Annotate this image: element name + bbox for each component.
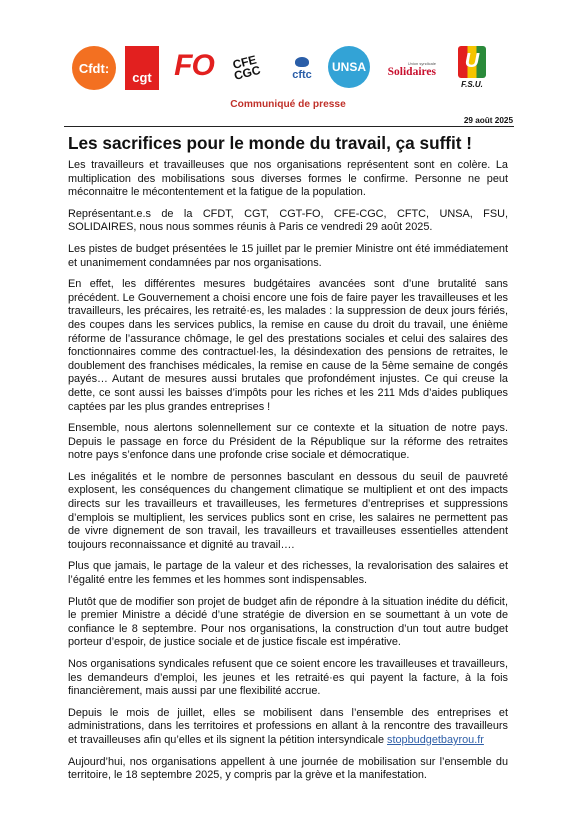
body-paragraph: Plutôt que de modifier son projet de budget afin de répondre à la situation inédite du déficit, le premier Ministre a décidé d’une stratégie de diversion en se soumettant à un vote de confiance le 8 septembre. Pour nos organisations, la construction d’un tout autre budget porteur d’espoir, de justice sociale et de justice fiscale est impérative. <box>68 595 508 649</box>
solidaires-logo-subtext: Union syndicale <box>407 60 436 66</box>
fo-logo-text: FO <box>174 49 214 82</box>
solidaires-logo <box>378 52 436 86</box>
cftc-logo-text: cftc <box>292 69 312 81</box>
cftc-bird-icon <box>295 57 309 67</box>
petition-paragraph <box>68 707 508 748</box>
union-logos-bar <box>72 40 504 92</box>
body-paragraph: Plus que jamais, le partage de la valeur et des richesses, la revalorisation des salaires et l’égalité entre les femmes et les hommes sont indispensables. <box>68 560 508 587</box>
fo-logo <box>172 46 216 86</box>
body-paragraph: Représentant.e.s de la CFDT, CGT, CGT-FO, CFE-CGC, CFTC, UNSA, FSU, SOLIDAIRES, nous nous sommes réunis à Paris ce vendredi 29 août 2025. <box>68 207 508 234</box>
fsu-logo-text: F.S.U. <box>461 79 483 89</box>
solidaires-logo-text: Solidaires <box>387 65 436 78</box>
petition-text: Depuis le mois de juillet, elles se mobilisent dans l’ensemble des entreprises et administrations, dans les territoires et professions en allant à la rencontre des travailleurs et travailleuses afin qu’elles et ils signent la pétition intersyndicale <box>68 706 508 746</box>
press-release-label: Communiqué de presse <box>230 99 346 110</box>
fsu-logo <box>452 42 492 92</box>
cfe-cgc-logo <box>219 40 273 95</box>
release-date: 29 août 2025 <box>463 116 513 125</box>
body-paragraph: Les pistes de budget présentées le 15 juillet par le premier Ministre ont été immédiatement et unanimement condamnées par nos organisations. <box>68 242 508 269</box>
body-paragraph: Ensemble, nous alertons solennellement sur ce contexte et la situation de notre pays. Depuis le passage en force du Président de la République sur la réforme des retraites notre pays s’enfonce dans une profonde crise sociale et démocratique. <box>68 422 508 462</box>
body-paragraph: Les inégalités et le nombre de personnes basculant en dessous du seuil de pauvreté explosent, les conséquences du changement climatique se multiplient et ont des impacts directs sur les travailleurs et travailleuses, les fermetures d’entreprises et suppressions d’emplois se multiplient, les services publics sont en crise, les salaires ne permettent pas de vivre dignement de son travail, les travailleurs et travailleuses essentielles attendent toujours reconnaissance et dignité au travail…. <box>68 470 508 551</box>
cfe-cgc-logo-text: CFE CGC <box>231 52 262 83</box>
cgt-logo-text: cgt <box>132 70 152 85</box>
body-paragraph: En effet, les différentes mesures budgétaires avancées sont d’une brutalité sans précédent. Le Gouvernement a choisi encore une fois de faire payer les travailleuses et les travailleurs, les précaires, les retraité·es, les malades : la suppression de deux jours fériés, des coupes dans les services publics, la remise en cause du droit du travail, une énième réforme de l’assurance chômage, le gel des prestations sociales et celui des salaires des fonctionnaires comme des contractuel·les, la désindexation des pensions de retraites, le doublement des franchises médicales, la remise en cause de la 5ème semaine de congés payés… Autant de mesures aussi brutales que profondément injustes. Ce qui creuse la dette, ce sont aussi les baisses d’impôts pour les riches et les 211 Mds d’aides publiques captées par les plus grandes entreprises ! <box>68 278 508 413</box>
cgt-logo <box>125 46 159 90</box>
fsu-logo-mark: U <box>458 46 486 78</box>
press-release-body <box>68 159 508 791</box>
unsa-logo <box>328 46 370 88</box>
cfdt-logo-text: Cfdt: <box>78 60 110 76</box>
cftc-logo <box>284 52 320 86</box>
closing-paragraph: Aujourd’hui, nos organisations appellent à une journée de mobilisation sur l’ensemble du territoire, le 18 septembre 2025, y compris par la grève et la manifestation. <box>68 755 508 782</box>
page-title: Les sacrifices pour le monde du travail, ça suffit ! <box>68 133 473 153</box>
body-paragraph: Les travailleurs et travailleuses que nos organisations représentent sont en colère. La multiplication des mobilisations sous diverses formes le confirme. Personne ne peut méconnaitre le mécontentement et la fatigue de la population. <box>68 159 508 199</box>
cfdt-logo <box>72 46 116 90</box>
unsa-logo-text: UNSA <box>331 60 366 74</box>
petition-link[interactable]: stopbudgetbayrou.fr <box>387 733 484 746</box>
header-divider <box>64 126 514 127</box>
body-paragraph: Nos organisations syndicales refusent que ce soient encore les travailleuses et travailleurs, les demandeurs d’emploi, les jeunes et les retraité·es qui payent la facture, à la fois financièrement, mais aussi par une flexibilité accrue. <box>68 658 508 698</box>
